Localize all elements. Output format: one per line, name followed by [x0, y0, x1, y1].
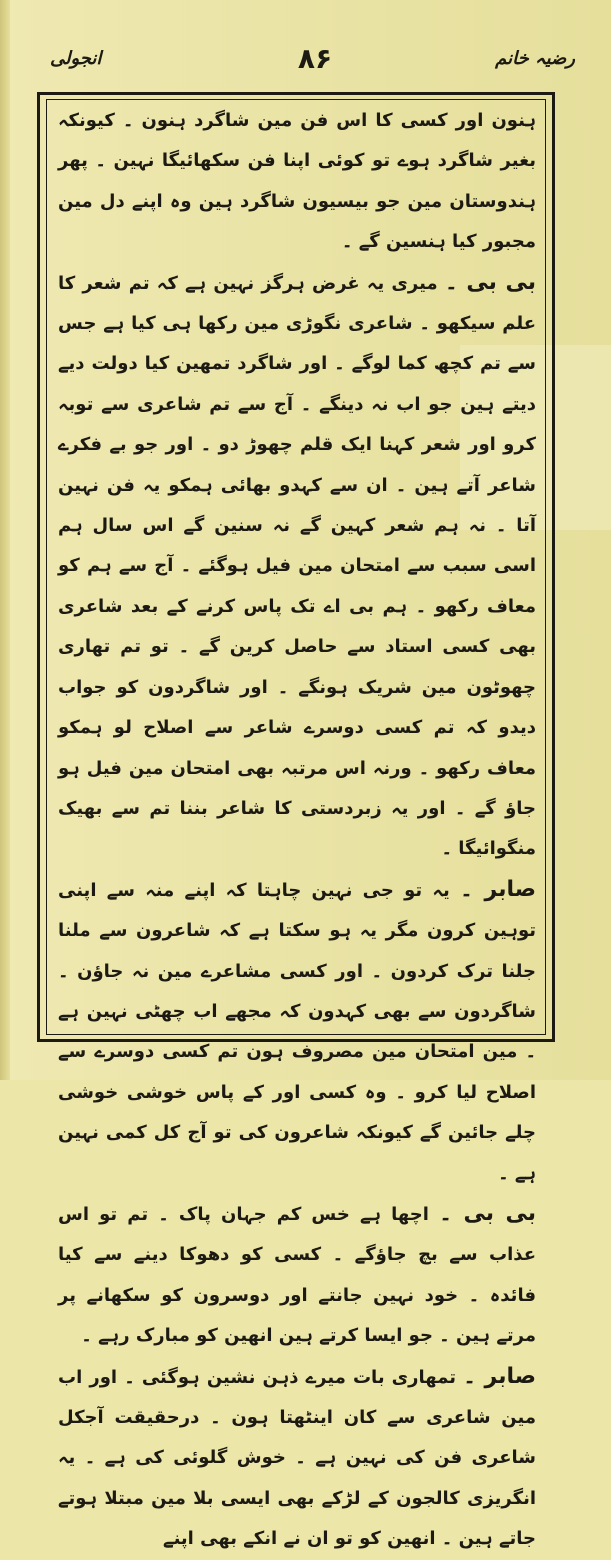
- paragraph-text: اچھا ہے خس کم جہان پاک ۔ تم تو اس عذاب سے بچ جاؤگے ۔ کسی کو دھوکا دینے سے کیا فائدہ ۔ خود نہین جانتے اور دوسرون کو سکھانے پر مرتے ہین ۔ جو ایسا کرتے ہین انھین کو مبارک رہے ۔: [58, 1203, 536, 1347]
- paragraph: [58, 1357, 536, 1560]
- paragraph: [58, 870, 536, 1194]
- header-running-title: انجولی: [50, 48, 102, 69]
- speaker-label: صابر ۔: [463, 1363, 536, 1389]
- paragraph-text: یہ تو جی نہین چاہتا کہ اپنے منہ سے اپنی توہین کرون مگر یہ ہو سکتا ہے کہ شاعرون سے ملنا جلنا ترک کردون ۔ اور کسی مشاعرے مین نہ جاؤن ۔ شاگردون سے بھی کہدون کہ مجھے اب چھٹی نہین ہے ۔ مین امتحان مین مصروف ہون تم کسی دوسرے سے اصلاح لیا کرو ۔ وہ کسی اور کے پاس خوشی خوشی چلے جائین گے کیونکہ شاعرون کی تو آج کل کمی نہین ہے ۔: [58, 879, 536, 1184]
- paragraph: [58, 263, 536, 870]
- header-author: رضیہ خانم: [495, 48, 575, 69]
- page-number: ۸۶: [297, 42, 333, 75]
- paragraph-text: ہنون اور کسی کا اس فن مین شاگرد ہنون ۔ کیونکہ بغیر شاگرد ہوے تو کوئی اپنا فن سکھائیگا نہین ۔ پھر ہندوستان مین جو بیسیون شاگرد ہین وہ اپنے دل مین مجبور کیا ہنسین گے ۔: [58, 110, 536, 253]
- page-header: [40, 42, 583, 90]
- speaker-label: بی بی ۔: [444, 269, 536, 295]
- paragraph: [58, 1194, 536, 1357]
- paragraph-text: میری یہ غرض ہرگز نہین ہے کہ تم شعر کا علم سیکھو ۔ شاعری نگوڑی مین رکھا ہی کیا ہے جس سے تم کچھ کما لوگے ۔ اور شاگرد تمھین کیا دولت دیے دیتے ہین جو اب نہ دینگے ۔ آج سے تم شاعری سے توبہ کرو اور شعر کہنا ایک قلم چھوڑ دو ۔ اور جو بے فکرے شاعر آتے ہین ۔ ان سے کہدو بھائی ہمکو یہ فن نہین آتا ۔ نہ ہم شعر کہین گے نہ سنین گے اس سال ہم اسی سبب سے امتحان مین فیل ہوگئے ۔ آج سے ہم کو معاف رکھو ۔ ہم بی اے تک پاس کرنے کے بعد شاعری بھی کسی استاد سے حاصل کرین گے ۔ تو تم تھاری چھوٹون مین شریک ہونگے ۔ اور شاگردون کو جواب دیدو کہ تم کسی دوسرے شاعر سے اصلاح لو ہمکو معاف رکھو ۔ ورنہ اس مرتبہ بھی امتحان مین فیل ہو جاؤ گے ۔ اور یہ زبردستی کا شاعر بننا تم سے بھیک منگوائیگا ۔: [58, 272, 536, 860]
- paragraph: [58, 100, 536, 263]
- body-text: [58, 100, 536, 1550]
- paragraph-text: تمھاری بات میرے ذہن نشین ہوگئی ۔ اور اب مین شاعری سے کان اینٹھتا ہون ۔ درحقیقت آجکل شاعری فن کی نہین ہے ۔ خوش گلوئی کی ہے ۔ یہ انگریزی کالجون کے لڑکے بھی ایسی بلا مین مبتلا ہوتے جاتے ہین ۔ انھین کو تو ان نے انکے بھی اپنے: [58, 1366, 536, 1550]
- speaker-label: صابر ۔: [459, 876, 536, 902]
- speaker-label: بی بی ۔: [439, 1200, 536, 1226]
